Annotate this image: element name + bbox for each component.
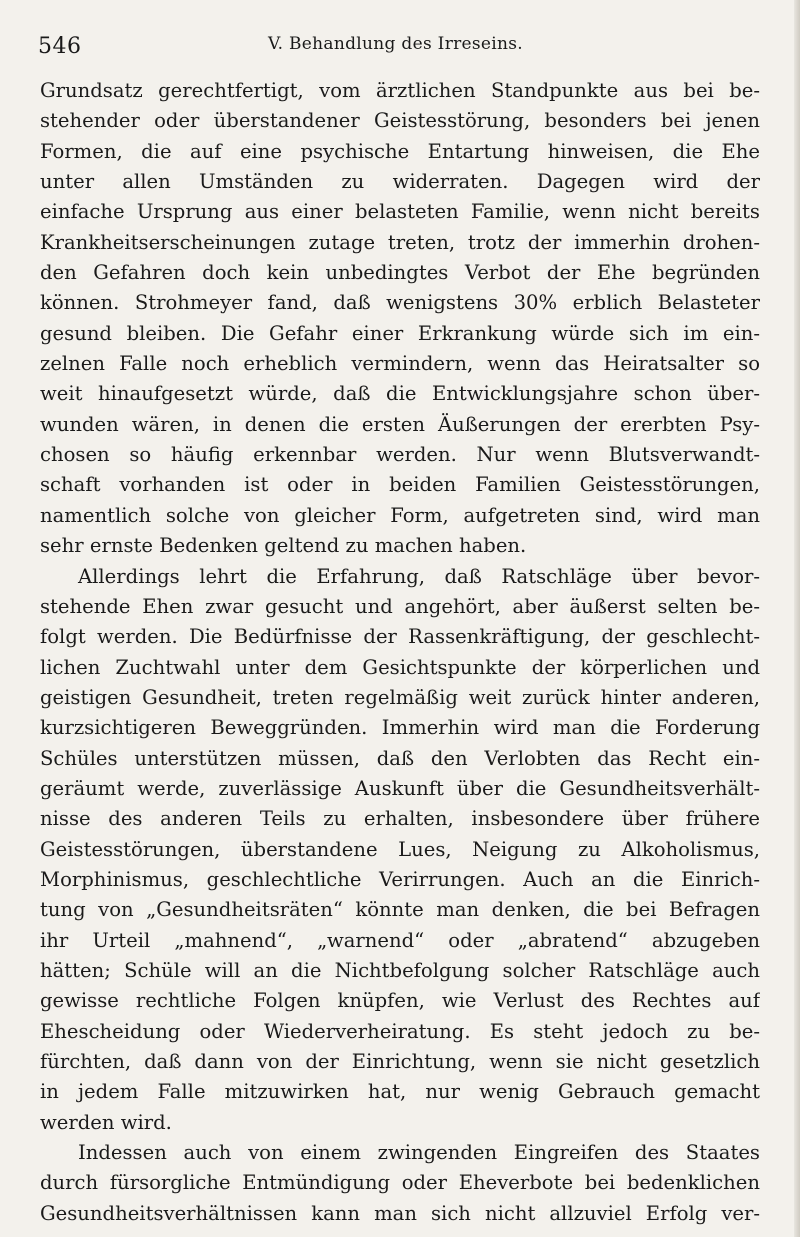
text-line: Schüles unterstützen müssen, daß den Verlobten das Recht ein-	[40, 746, 760, 770]
page-number: 546	[38, 34, 82, 59]
page-header	[38, 28, 758, 62]
text-line: einfache Ursprung aus einer belasteten Familie, wenn nicht bereits	[40, 200, 760, 224]
text-line: ihr Urteil „mahnend“, „warnend“ oder „abratend“ abzugeben	[40, 928, 760, 952]
text-line: Geistesstörungen, überstandene Lues, Neigung zu Alkoholismus,	[40, 837, 760, 861]
text-line: Indessen auch von einem zwingenden Eingreifen des Staates	[78, 1141, 760, 1165]
text-line: gewisse rechtliche Folgen knüpfen, wie Verlust des Rechtes auf	[40, 989, 760, 1013]
text-line: Krankheitserscheinungen zutage treten, trotz der immerhin drohen-	[40, 230, 760, 254]
text-line: sehr ernste Bedenken geltend zu machen haben.	[40, 534, 527, 558]
text-line: schaft vorhanden ist oder in beiden Familien Geistesstörungen,	[40, 473, 760, 497]
text-line: wunden wären, in denen die ersten Äußerungen der ererbten Psy-	[40, 412, 760, 436]
text-line: in jedem Falle mitzuwirken hat, nur wenig Gebrauch gemacht	[40, 1080, 760, 1104]
text-line: können. Strohmeyer fand, daß wenigstens 30% erblich Belasteter	[40, 291, 760, 315]
text-line: Morphinismus, geschlechtliche Verirrungen. Auch an die Einrich-	[40, 867, 760, 891]
text-line: werden wird.	[40, 1110, 172, 1134]
text-line: unter allen Umständen zu widerraten. Dagegen wird der	[40, 170, 760, 194]
text-line: Formen, die auf eine psychische Entartung hinweisen, die Ehe	[40, 139, 760, 163]
text-line: tung von „Gesundheitsräten“ könnte man denken, die bei Befragen	[40, 898, 760, 922]
body-text	[40, 76, 760, 1229]
text-line: fürchten, daß dann von der Einrichtung, wenn sie nicht gesetzlich	[40, 1050, 760, 1073]
page-edge	[794, 0, 800, 1237]
text-line: Gesundheitsverhältnissen kann man sich nicht allzuviel Erfolg ver-	[40, 1201, 760, 1225]
running-head: V. Behandlung des Irreseins.	[268, 34, 523, 54]
text-line: chosen so häufig erkennbar werden. Nur wenn Blutsverwandt-	[40, 443, 760, 467]
text-line: Grundsatz gerechtfertigt, vom ärztlichen Standpunkte aus bei be-	[40, 79, 760, 102]
text-line: stehende Ehen zwar gesucht und angehört, aber äußerst selten be-	[40, 594, 760, 618]
text-line: zelnen Falle noch erheblich vermindern, wenn das Heiratsalter so	[40, 352, 760, 376]
text-line: gesund bleiben. Die Gefahr einer Erkrankung würde sich im ein-	[40, 321, 760, 345]
text-line: geräumt werde, zuverlässige Auskunft über die Gesundheitsverhält-	[40, 776, 760, 800]
text-line: den Gefahren doch kein unbedingtes Verbot der Ehe begründen	[40, 261, 760, 285]
text-line: namentlich solche von gleicher Form, aufgetreten sind, wird man	[40, 503, 760, 527]
text-line: Ehescheidung oder Wiederverheiratung. Es steht jedoch zu be-	[40, 1019, 760, 1043]
text-line: folgt werden. Die Bedürfnisse der Rassenkräftigung, der geschlecht-	[40, 625, 760, 649]
text-line: weit hinaufgesetzt würde, daß die Entwicklungsjahre schon über-	[40, 382, 760, 406]
text-line: kurzsichtigeren Beweggründen. Immerhin wird man die Forderung	[40, 716, 760, 740]
text-line: geistigen Gesundheit, treten regelmäßig weit zurück hinter anderen,	[40, 685, 760, 709]
text-line: hätten; Schüle will an die Nichtbefolgung solcher Ratschläge auch	[40, 958, 760, 982]
text-line: nisse des anderen Teils zu erhalten, insbesondere über frühere	[40, 807, 760, 831]
text-line: durch fürsorgliche Entmündigung oder Eheverbote bei bedenklichen	[40, 1171, 760, 1195]
text-line: lichen Zuchtwahl unter dem Gesichtspunkte der körperlichen und	[40, 655, 760, 679]
text-line: Allerdings lehrt die Erfahrung, daß Ratschläge über bevor-	[78, 564, 760, 588]
text-line: stehender oder überstandener Geistesstörung, besonders bei jenen	[40, 109, 760, 133]
